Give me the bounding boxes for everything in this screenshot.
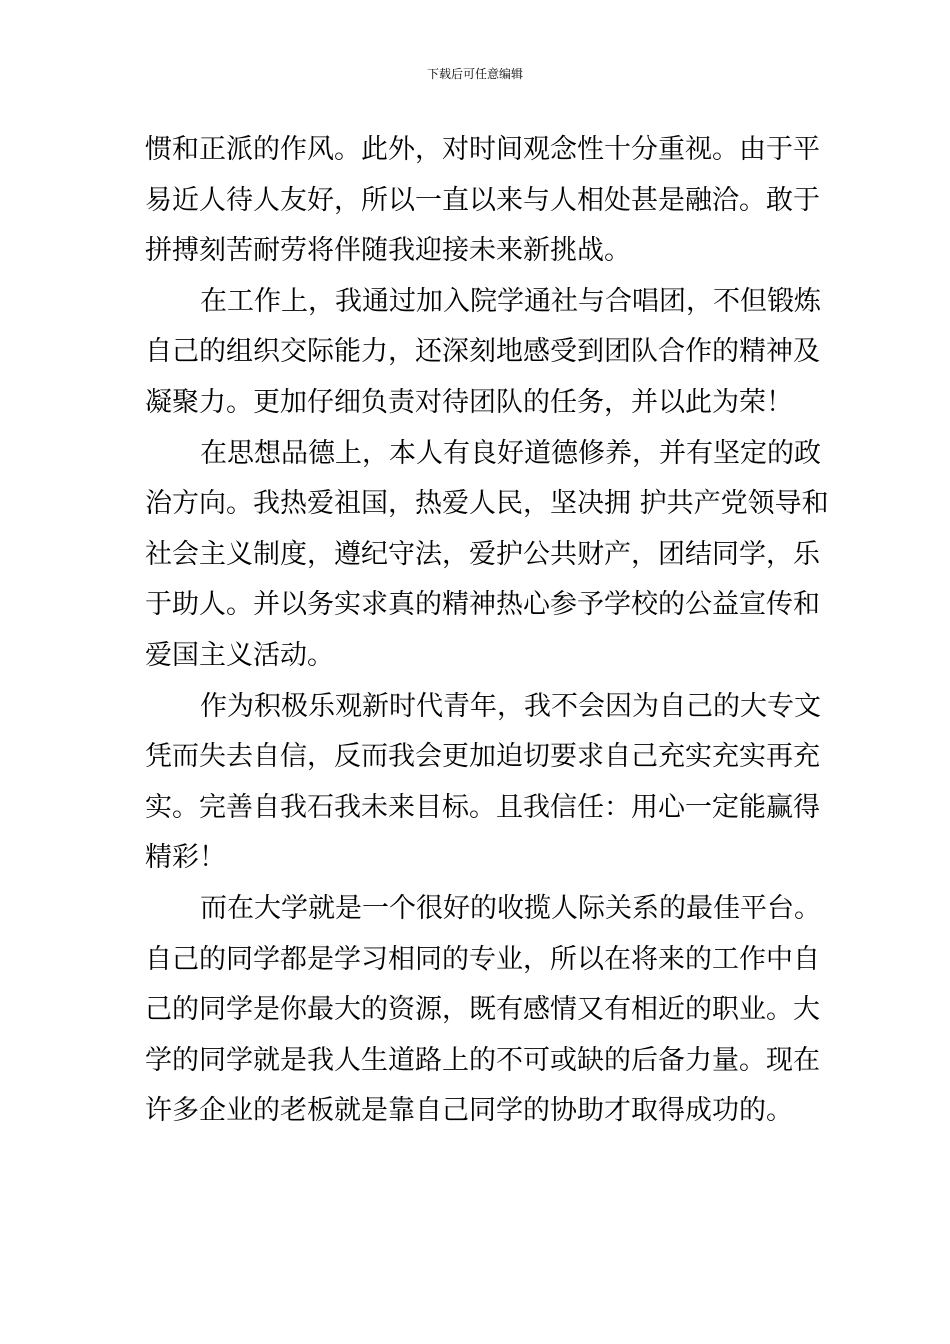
page-header-note: 下载后可任意编辑 bbox=[426, 67, 523, 81]
text-line: 爱国主义活动。 bbox=[145, 639, 334, 671]
text-line: 作为积极乐观新时代青年，我不会因为自己的大专文 bbox=[200, 690, 821, 722]
text-line: 自己的组织交际能力，还深刻地感受到团队合作的精神及 bbox=[145, 336, 820, 368]
text-line: 于助人。并以务实求真的精神热心参予学校的公益宣传和 bbox=[145, 589, 820, 621]
text-line: 己的同学是你最大的资源，既有感情又有相近的职业。大 bbox=[145, 994, 820, 1026]
text-line: 实。完善自我石我未来目标。且我信任：用心一定能赢得 bbox=[145, 791, 820, 823]
text-line: 社会主义制度，遵纪守法，爱护公共财产，团结同学，乐 bbox=[145, 538, 820, 570]
document-body bbox=[145, 125, 829, 1137]
text-line: 凝聚力。更加仔细负责对待团队的任务，并以此为荣！ bbox=[145, 386, 793, 418]
text-line: 在工作上，我通过加入院学通社与合唱团，不但锻炼 bbox=[200, 285, 821, 317]
text-line: 易近人待人友好，所以一直以来与人相处甚是融洽。敢于 bbox=[145, 184, 820, 216]
text-line: 惯和正派的作风。此外，对时间观念性十分重视。由于平 bbox=[145, 134, 820, 165]
text-line: 凭而失去自信，反而我会更加迫切要求自己充实充实再充 bbox=[145, 741, 820, 773]
text-line: 精彩！ bbox=[145, 842, 226, 874]
text-line: 而在大学就是一个很好的收揽人际关系的最佳平台。 bbox=[200, 892, 821, 924]
text-line: 自己的同学都是学习相同的专业，所以在将来的工作中自 bbox=[145, 943, 820, 975]
text-line: 许多企业的老板就是靠自己同学的协助才取得成功的。 bbox=[145, 1095, 793, 1127]
text-line: 拼搏刻苦耐劳将伴随我迎接未来新挑战。 bbox=[145, 235, 631, 267]
text-line: 治方向。我热爱祖国，热爱人民，坚决拥 护共产党领导和 bbox=[145, 488, 829, 520]
text-line: 学的同学就是我人生道路上的不可或缺的后备力量。现在 bbox=[145, 1044, 820, 1076]
text-line: 在思想品德上，本人有良好道德修养，并有坚定的政 bbox=[200, 437, 821, 469]
